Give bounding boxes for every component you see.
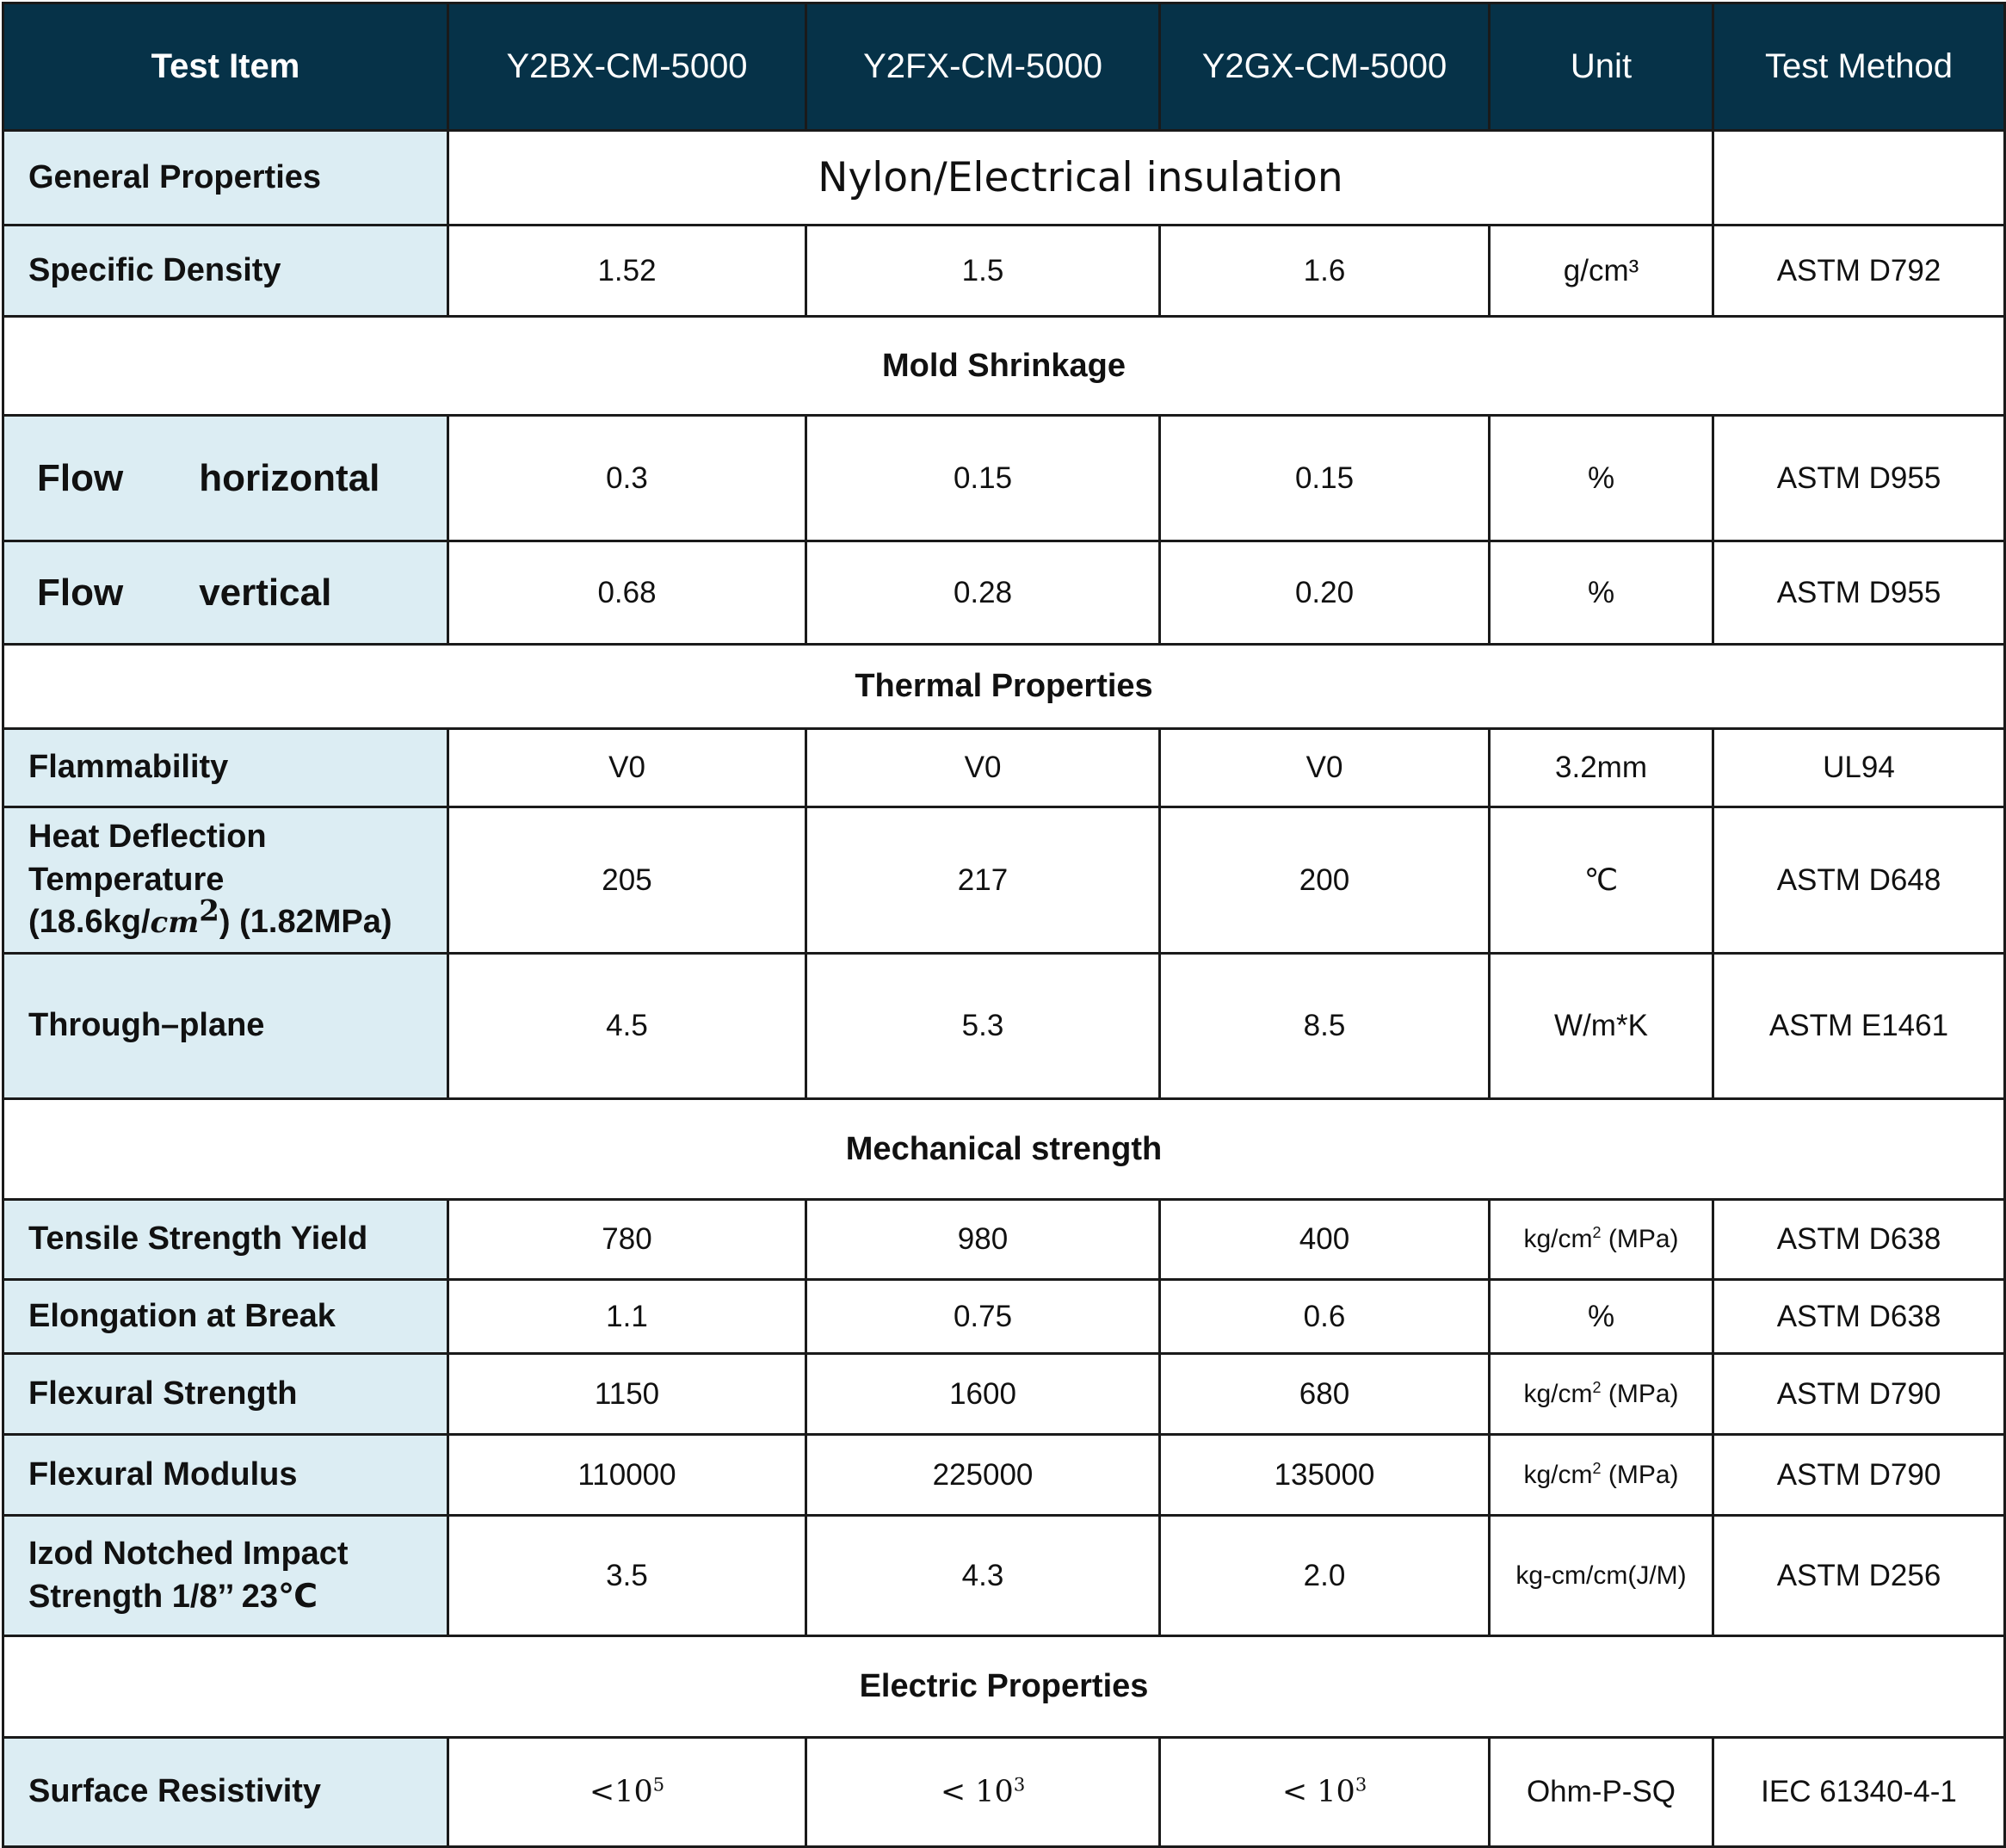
through-plane-value-2: 5.3 xyxy=(806,954,1160,1099)
hdt-label-line-3 xyxy=(28,893,435,943)
resistivity-value-2-exp: 3 xyxy=(1013,1774,1026,1795)
flow-horizontal-value-1: 0.3 xyxy=(448,416,806,541)
flammability-label: Flammability xyxy=(3,729,448,807)
flow-horizontal-method: ASTM D955 xyxy=(1713,416,2005,541)
flow-horizontal-label-b: horizontal xyxy=(199,456,380,499)
flow-vertical-label-a: Flow xyxy=(37,571,124,614)
tensile-value-2: 980 xyxy=(806,1200,1160,1280)
row-heat-deflection xyxy=(3,807,2005,954)
flow-vertical-label-b: vertical xyxy=(199,571,332,614)
flex-strength-value-2: 1600 xyxy=(806,1354,1160,1435)
header-test-method: Test Method xyxy=(1713,3,2005,131)
resistivity-value-3 xyxy=(1160,1738,1490,1847)
flex-strength-unit-b: (MPa) xyxy=(1601,1379,1679,1408)
izod-value-2: 4.3 xyxy=(806,1516,1160,1636)
resistivity-value-1-exp: 5 xyxy=(652,1774,665,1795)
flex-modulus-label: Flexural Modulus xyxy=(3,1435,448,1516)
general-properties-label: General Properties xyxy=(3,131,448,226)
izod-value-1: 3.5 xyxy=(448,1516,806,1636)
hdt-label-line-2: Temperature xyxy=(28,861,225,898)
elongation-value-1: 1.1 xyxy=(448,1280,806,1354)
row-flammability xyxy=(3,729,2005,807)
row-flexural-modulus xyxy=(3,1435,2005,1516)
general-empty-cell xyxy=(1713,131,2005,226)
flex-modulus-value-2: 225000 xyxy=(806,1435,1160,1516)
hdt-label-line-1: Heat Deflection xyxy=(28,819,267,856)
resistivity-value-3-exp: 3 xyxy=(1355,1774,1367,1795)
row-tensile xyxy=(3,1200,2005,1280)
izod-label-line-1: Izod Notched Impact xyxy=(28,1536,349,1573)
flex-strength-unit xyxy=(1490,1354,1713,1435)
izod-value-3: 2.0 xyxy=(1160,1516,1490,1636)
tensile-value-3: 400 xyxy=(1160,1200,1490,1280)
row-elongation xyxy=(3,1280,2005,1354)
flammability-unit: 3.2mm xyxy=(1490,729,1713,807)
izod-unit: kg-cm/cm(J/M) xyxy=(1490,1516,1713,1636)
resistivity-value-1-base: <10 xyxy=(589,1775,653,1809)
section-thermal-properties: Thermal Properties xyxy=(3,645,2005,729)
flow-horizontal-label xyxy=(3,416,448,541)
flow-vertical-label xyxy=(3,541,448,645)
tensile-unit-a: kg/cm xyxy=(1523,1225,1593,1253)
row-general-properties xyxy=(3,131,2005,226)
elongation-label: Elongation at Break xyxy=(3,1280,448,1354)
resistivity-value-1 xyxy=(448,1738,806,1847)
resistivity-label: Surface Resistivity xyxy=(3,1738,448,1847)
hdt-label-3c: 2 xyxy=(199,893,219,929)
section-mold-shrinkage: Mold Shrinkage xyxy=(3,317,2005,416)
row-surface-resistivity xyxy=(3,1738,2005,1847)
section-electric-properties: Electric Properties xyxy=(3,1636,2005,1738)
tensile-value-1: 780 xyxy=(448,1200,806,1280)
row-specific-density xyxy=(3,226,2005,317)
header-product-2: Y2FX-CM-5000 xyxy=(806,3,1160,131)
flex-modulus-unit-a: kg/cm xyxy=(1523,1460,1593,1489)
flammability-value-1: V0 xyxy=(448,729,806,807)
density-label: Specific Density xyxy=(3,226,448,317)
flex-modulus-method: ASTM D790 xyxy=(1713,1435,2005,1516)
header-row xyxy=(3,3,2005,131)
properties-table xyxy=(2,2,2006,1848)
row-through-plane xyxy=(3,954,2005,1099)
resistivity-unit: Ohm-P-SQ xyxy=(1490,1738,1713,1847)
density-method: ASTM D792 xyxy=(1713,226,2005,317)
tensile-unit xyxy=(1490,1200,1713,1280)
izod-method: ASTM D256 xyxy=(1713,1516,2005,1636)
flow-vertical-method: ASTM D955 xyxy=(1713,541,2005,645)
flex-strength-value-1: 1150 xyxy=(448,1354,806,1435)
row-section-electric xyxy=(3,1636,2005,1738)
flow-horizontal-label-a: Flow xyxy=(37,456,124,499)
elongation-method: ASTM D638 xyxy=(1713,1280,2005,1354)
flammability-value-2: V0 xyxy=(806,729,1160,807)
flex-strength-value-3: 680 xyxy=(1160,1354,1490,1435)
hdt-value-2: 217 xyxy=(806,807,1160,954)
row-flexural-strength xyxy=(3,1354,2005,1435)
density-value-2: 1.5 xyxy=(806,226,1160,317)
hdt-value-1: 205 xyxy=(448,807,806,954)
header-product-3: Y2GX-CM-5000 xyxy=(1160,3,1490,131)
row-section-mold xyxy=(3,317,2005,416)
hdt-label xyxy=(3,807,448,954)
hdt-value-3: 200 xyxy=(1160,807,1490,954)
hdt-method: ASTM D648 xyxy=(1713,807,2005,954)
hdt-label-3b: cm xyxy=(150,905,200,941)
elongation-unit: % xyxy=(1490,1280,1713,1354)
through-plane-unit: W/m*K xyxy=(1490,954,1713,1099)
resistivity-value-3-base: < 10 xyxy=(1281,1775,1355,1809)
hdt-label-3a: (18.6kg/ xyxy=(28,904,151,941)
through-plane-value-1: 4.5 xyxy=(448,954,806,1099)
header-test-item: Test Item xyxy=(3,3,448,131)
resistivity-method: IEC 61340-4-1 xyxy=(1713,1738,2005,1847)
header-unit: Unit xyxy=(1490,3,1713,131)
flow-vertical-value-2: 0.28 xyxy=(806,541,1160,645)
row-izod xyxy=(3,1516,2005,1636)
flex-modulus-value-3: 135000 xyxy=(1160,1435,1490,1516)
flow-horizontal-value-3: 0.15 xyxy=(1160,416,1490,541)
flow-horizontal-unit: % xyxy=(1490,416,1713,541)
material-banner: Nylon/Electrical insulation xyxy=(448,131,1713,226)
flex-strength-unit-sup: 2 xyxy=(1592,1378,1602,1396)
flow-vertical-value-1: 0.68 xyxy=(448,541,806,645)
elongation-value-2: 0.75 xyxy=(806,1280,1160,1354)
flammability-method: UL94 xyxy=(1713,729,2005,807)
tensile-unit-b: (MPa) xyxy=(1601,1225,1679,1253)
flammability-value-3: V0 xyxy=(1160,729,1490,807)
flex-strength-unit-a: kg/cm xyxy=(1523,1379,1593,1408)
flex-strength-method: ASTM D790 xyxy=(1713,1354,2005,1435)
elongation-value-3: 0.6 xyxy=(1160,1280,1490,1354)
tensile-label: Tensile Strength Yield xyxy=(3,1200,448,1280)
resistivity-value-2-base: < 10 xyxy=(940,1775,1014,1809)
row-flow-horizontal xyxy=(3,416,2005,541)
through-plane-method: ASTM E1461 xyxy=(1713,954,2005,1099)
density-value-1: 1.52 xyxy=(448,226,806,317)
tensile-unit-sup: 2 xyxy=(1592,1224,1602,1241)
flex-modulus-unit xyxy=(1490,1435,1713,1516)
section-mechanical-strength: Mechanical strength xyxy=(3,1099,2005,1200)
density-unit: g/cm³ xyxy=(1490,226,1713,317)
flex-modulus-unit-sup: 2 xyxy=(1592,1459,1602,1477)
flow-vertical-unit: % xyxy=(1490,541,1713,645)
through-plane-value-3: 8.5 xyxy=(1160,954,1490,1099)
izod-label-line-2: Strength 1/8’’ 23℃ xyxy=(28,1578,318,1615)
flow-vertical-value-3: 0.20 xyxy=(1160,541,1490,645)
hdt-unit: ℃ xyxy=(1490,807,1713,954)
flex-strength-label: Flexural Strength xyxy=(3,1354,448,1435)
resistivity-value-2 xyxy=(806,1738,1160,1847)
density-value-3: 1.6 xyxy=(1160,226,1490,317)
flex-modulus-value-1: 110000 xyxy=(448,1435,806,1516)
row-flow-vertical xyxy=(3,541,2005,645)
hdt-label-3d: ) (1.82MPa) xyxy=(219,904,392,941)
row-section-thermal xyxy=(3,645,2005,729)
header-product-1: Y2BX-CM-5000 xyxy=(448,3,806,131)
through-plane-label: Through–plane xyxy=(3,954,448,1099)
row-section-mechanical xyxy=(3,1099,2005,1200)
tensile-method: ASTM D638 xyxy=(1713,1200,2005,1280)
flex-modulus-unit-b: (MPa) xyxy=(1601,1460,1679,1489)
izod-label xyxy=(3,1516,448,1636)
flow-horizontal-value-2: 0.15 xyxy=(806,416,1160,541)
